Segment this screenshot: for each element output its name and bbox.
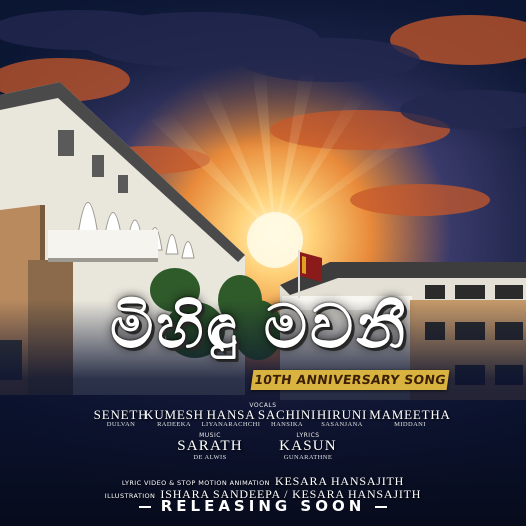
lyrics-name: KASUN bbox=[279, 438, 337, 454]
lyrics-credit bbox=[258, 439, 358, 462]
vocalist-name: HIRUNI bbox=[316, 407, 368, 422]
music-surname: DE ALWIS bbox=[193, 454, 227, 461]
left-dash bbox=[139, 506, 151, 508]
lyrics-label: LYRICS bbox=[296, 432, 320, 439]
vocalist-surname: RADEEKA bbox=[157, 421, 191, 428]
vocalist-surname: SASANJANA bbox=[321, 421, 363, 428]
lyric-video-value: KESARA HANSAJITH bbox=[275, 474, 405, 488]
lyric-video-label: LYRIC VIDEO & STOP MOTION ANIMATION bbox=[121, 479, 270, 487]
vocalist-name: MAMEETHA bbox=[369, 407, 451, 422]
vocalist-name: SENETH bbox=[93, 407, 149, 422]
vocalist-surname: HANSIKA bbox=[270, 421, 304, 428]
right-dash bbox=[375, 506, 387, 508]
lyrics-surname: GUNARATHNE bbox=[283, 454, 333, 461]
music-credit bbox=[160, 439, 260, 462]
illustration-value: ISHARA SANDEEPA / KESARA HANSAJITH bbox=[160, 487, 422, 501]
vocalist-surname: LIYANARACHCHI bbox=[201, 421, 261, 428]
release-banner bbox=[0, 497, 526, 515]
vocalist-name: KUMESH bbox=[144, 407, 204, 422]
song-title: මිහිඳු මවනී bbox=[110, 292, 408, 362]
vocals-label: VOCALS bbox=[249, 402, 277, 409]
music-name: SARATH bbox=[177, 438, 243, 454]
vocalist-mameetha bbox=[364, 408, 456, 429]
vocalist-name: HANSA bbox=[206, 407, 256, 422]
vocalist-surname: MIDDANI bbox=[394, 421, 426, 428]
illustration-label: ILLUSTRATION bbox=[104, 492, 156, 500]
release-text: RELEASING SOON bbox=[160, 497, 366, 515]
vocalist-surname: DULVAN bbox=[106, 421, 136, 428]
music-label: MUSIC bbox=[199, 432, 221, 439]
anniversary-badge: 10TH ANNIVERSARY SONG bbox=[251, 370, 450, 390]
vocalist-name: SACHINI bbox=[257, 407, 317, 422]
